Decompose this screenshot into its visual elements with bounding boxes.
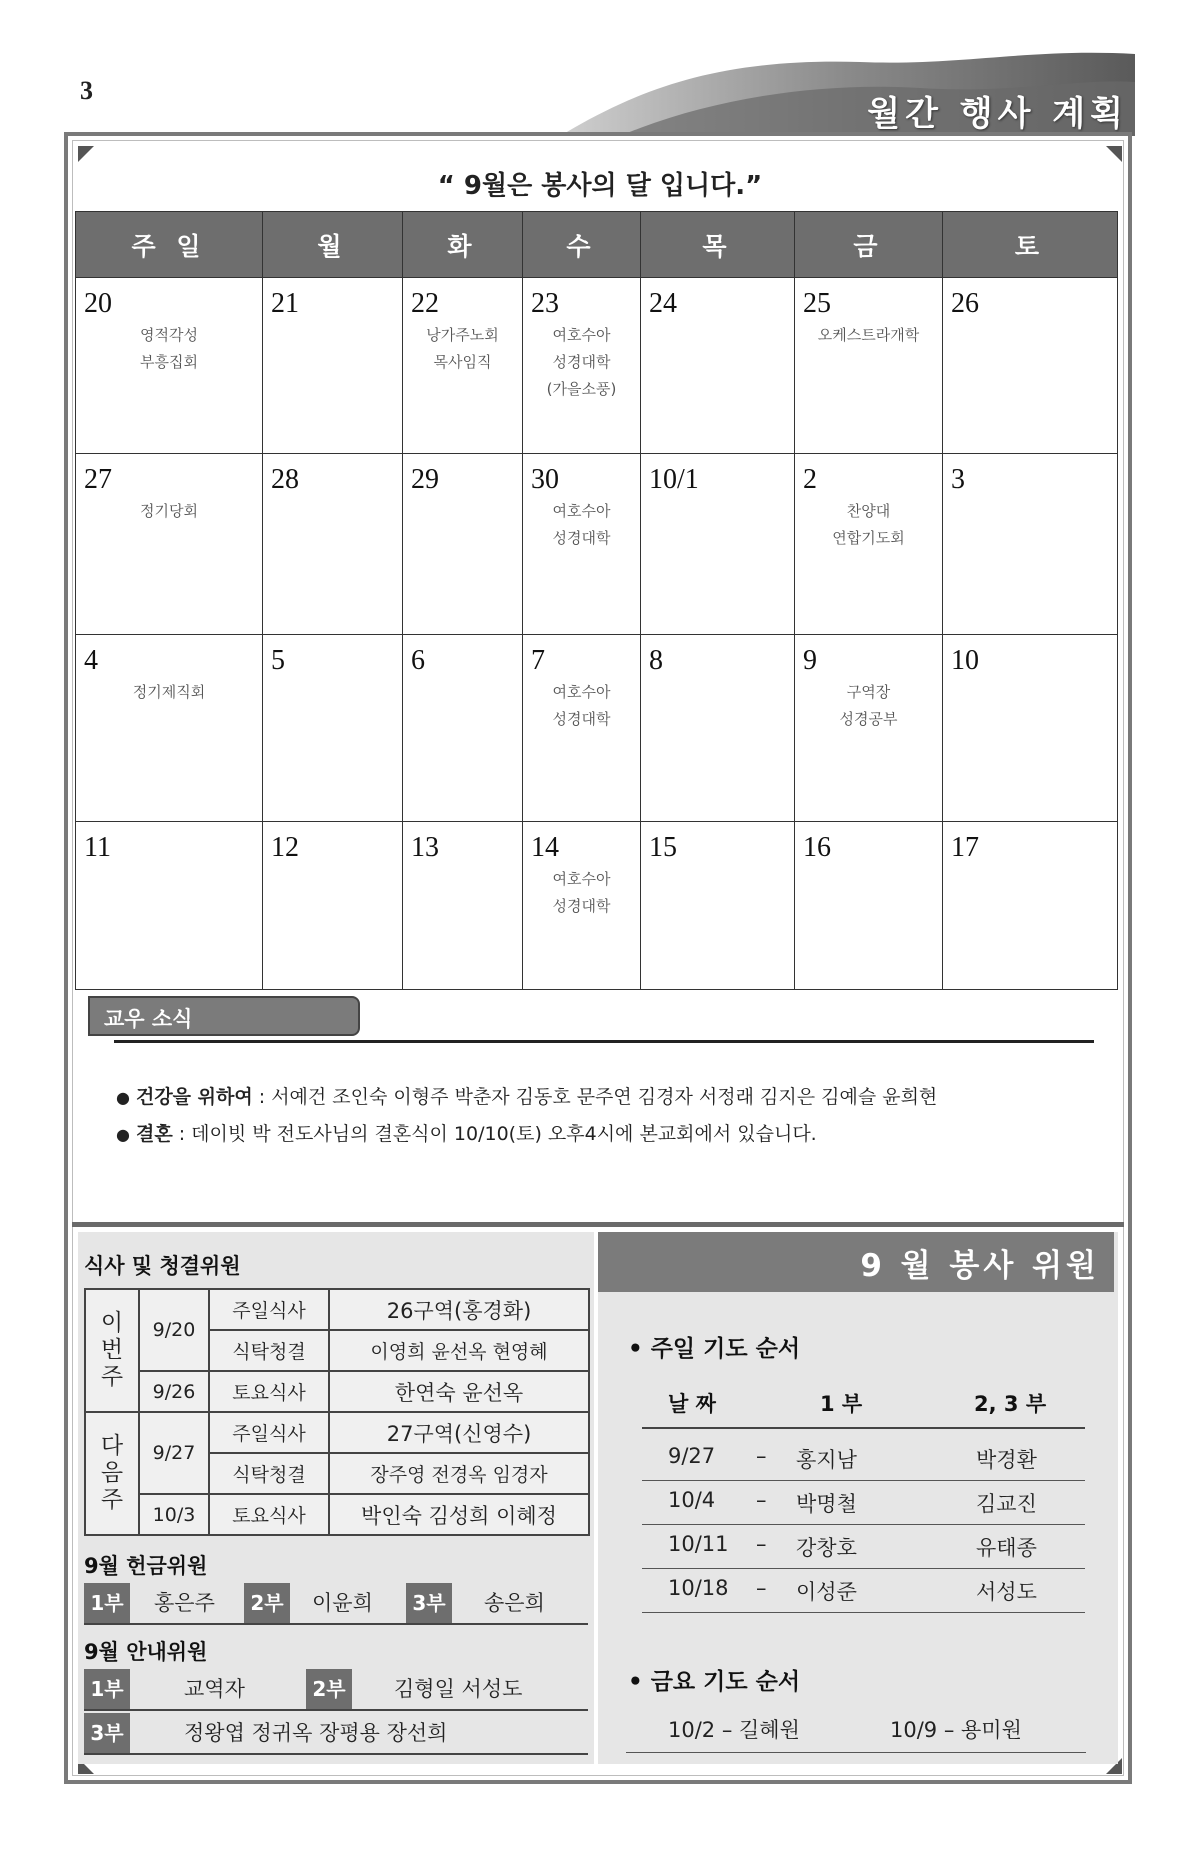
calendar-day-cell <box>76 822 263 990</box>
weekday-header: 목 <box>641 212 795 278</box>
news-item-label: 결혼 <box>135 1123 173 1145</box>
offering-heading: 9월 헌금위원 <box>84 1554 208 1578</box>
day-number: 2 <box>803 464 817 495</box>
calendar-day-cell <box>523 278 641 454</box>
news-tab: 교우 소식 <box>88 996 360 1036</box>
friday-prayer-entry: 10/9 – 용미원 <box>890 1718 1022 1742</box>
day-number: 23 <box>531 288 559 319</box>
day-number: 25 <box>803 288 831 319</box>
calendar-event: (가을소풍) <box>546 380 617 398</box>
prayer-first-service: 홍지남 <box>796 1448 857 1472</box>
day-number: 16 <box>803 832 831 863</box>
friday-prayer-entry: 10/2 – 길혜원 <box>668 1718 800 1742</box>
prayer-dash: – <box>756 1532 767 1556</box>
ushers-heading: 9월 안내위원 <box>84 1640 208 1664</box>
table-rule <box>642 1524 1085 1525</box>
duty-date: 9/26 <box>139 1371 209 1412</box>
calendar-event: 낭가주노회 <box>426 326 499 344</box>
week-label: 다 음 주 <box>85 1412 139 1535</box>
calendar-event: 여호수아 <box>552 870 611 888</box>
duty-people: 26구역(홍경화) <box>329 1289 589 1330</box>
news-divider <box>114 1040 1094 1043</box>
calendar-week-row <box>76 635 1118 822</box>
calendar-event: 성경대학 <box>552 710 611 728</box>
column-header-first: 1 부 <box>820 1392 863 1416</box>
week-label: 이 번 주 <box>85 1289 139 1412</box>
prayer-first-service: 박명철 <box>796 1492 857 1516</box>
day-number: 5 <box>271 645 285 676</box>
prayer-first-service: 이성준 <box>796 1580 857 1604</box>
corner-ornament <box>78 146 94 162</box>
calendar-day-cell <box>263 278 403 454</box>
duty-task: 주일식사 <box>209 1289 329 1330</box>
weekday-header: 토 <box>943 212 1118 278</box>
prayer-date: 10/11 <box>668 1532 729 1556</box>
bullet-icon: ● <box>116 1125 130 1144</box>
calendar-event: 여호수아 <box>552 326 611 344</box>
duty-table <box>84 1288 590 1536</box>
service-part-badge: 2부 <box>306 1669 352 1709</box>
calendar-day-cell <box>943 278 1118 454</box>
calendar-week-row <box>76 822 1118 990</box>
bullet-icon: ● <box>116 1088 130 1107</box>
calendar-event: 성경공부 <box>839 710 898 728</box>
duty-date: 10/3 <box>139 1494 209 1535</box>
calendar-day-cell <box>76 278 263 454</box>
table-row <box>85 1494 589 1535</box>
calendar-event: 연합기도회 <box>832 529 905 547</box>
table-rule <box>626 1752 1086 1753</box>
day-number: 13 <box>411 832 439 863</box>
news-item-label: 건강을 위하여 <box>135 1086 253 1108</box>
duty-date: 9/20 <box>139 1289 209 1371</box>
calendar-day-cell <box>641 635 795 822</box>
service-part-badge: 2부 <box>244 1583 290 1623</box>
day-number: 12 <box>271 832 299 863</box>
prayer-second-service: 박경환 <box>976 1448 1037 1472</box>
prayer-dash: – <box>756 1576 767 1600</box>
table-row <box>85 1289 589 1330</box>
calendar-day-cell <box>943 635 1118 822</box>
usher-member: 김형일 서성도 <box>394 1677 523 1701</box>
calendar-day-cell <box>795 822 943 990</box>
calendar-event: 성경대학 <box>552 897 611 915</box>
day-number: 10/1 <box>649 464 699 495</box>
news-item-wedding <box>116 1119 817 1146</box>
calendar-day-cell <box>523 635 641 822</box>
duty-date: 9/27 <box>139 1412 209 1494</box>
prayer-first-service: 강창호 <box>796 1536 857 1560</box>
prayer-second-service: 유태종 <box>976 1536 1037 1560</box>
duty-people: 27구역(신영수) <box>329 1412 589 1453</box>
calendar-day-cell <box>943 454 1118 635</box>
calendar-day-cell <box>263 454 403 635</box>
day-number: 28 <box>271 464 299 495</box>
calendar-event: 성경대학 <box>552 353 611 371</box>
day-number: 10 <box>951 645 979 676</box>
section-divider <box>72 1222 1124 1227</box>
calendar-day-cell <box>795 454 943 635</box>
duty-task: 토요식사 <box>209 1371 329 1412</box>
calendar-event: 부흥집회 <box>140 353 198 371</box>
calendar-week-row <box>76 454 1118 635</box>
offering-row <box>84 1583 588 1625</box>
duty-heading: 식사 및 청결위원 <box>84 1254 241 1278</box>
calendar-day-cell <box>76 454 263 635</box>
calendar-event: 목사임직 <box>433 353 492 371</box>
prayer-dash: – <box>756 1444 767 1468</box>
day-number: 24 <box>649 288 677 319</box>
prayer-dash: – <box>756 1488 767 1512</box>
friday-prayer-heading: • 금요 기도 순서 <box>628 1669 801 1695</box>
table-rule <box>642 1612 1085 1613</box>
usher-member: 정왕엽 정귀옥 장평용 장선희 <box>184 1721 448 1745</box>
service-part-badge: 1부 <box>84 1669 130 1709</box>
service-panel-title: 9 월 봉사 위원 <box>598 1232 1114 1292</box>
ushers-row <box>84 1669 588 1711</box>
weekday-header: 금 <box>795 212 943 278</box>
duty-task: 식탁청결 <box>209 1330 329 1371</box>
day-number: 3 <box>951 464 965 495</box>
duty-task: 주일식사 <box>209 1412 329 1453</box>
usher-member: 교역자 <box>184 1677 245 1701</box>
calendar-week-row <box>76 278 1118 454</box>
prayer-second-service: 서성도 <box>976 1580 1037 1604</box>
calendar-day-cell <box>795 635 943 822</box>
calendar-event: 구역장 <box>846 683 891 701</box>
calendar-day-cell <box>641 822 795 990</box>
offering-member: 홍은주 <box>154 1591 215 1615</box>
corner-ornament <box>1106 146 1122 162</box>
header-title: 월간 행사 계획 <box>867 94 1128 134</box>
prayer-date: 9/27 <box>668 1444 716 1468</box>
table-rule <box>642 1568 1085 1569</box>
day-number: 8 <box>649 645 663 676</box>
day-number: 27 <box>84 464 112 495</box>
day-number: 6 <box>411 645 425 676</box>
day-number: 14 <box>531 832 559 863</box>
day-number: 7 <box>531 645 545 676</box>
calendar-day-cell <box>403 822 523 990</box>
calendar-day-cell <box>403 635 523 822</box>
weekday-header: 월 <box>263 212 403 278</box>
calendar-day-cell <box>76 635 263 822</box>
day-number: 15 <box>649 832 677 863</box>
weekday-header: 수 <box>523 212 641 278</box>
duty-people: 이영희 윤선옥 현영혜 <box>329 1330 589 1371</box>
duty-people: 박인숙 김성희 이혜정 <box>329 1494 589 1535</box>
calendar-table <box>75 211 1118 990</box>
duty-task: 식탁청결 <box>209 1453 329 1494</box>
prayer-date: 10/18 <box>668 1576 729 1600</box>
day-number: 4 <box>84 645 98 676</box>
table-row <box>85 1412 589 1453</box>
weekday-header: 화 <box>403 212 523 278</box>
calendar-day-cell <box>263 635 403 822</box>
calendar-day-cell <box>523 454 641 635</box>
calendar-day-cell <box>403 278 523 454</box>
news-item-text: : 서예건 조인숙 이형주 박춘자 김동호 문주연 김경자 서정래 김지은 김예슬 윤희현 <box>252 1086 938 1108</box>
month-theme: “ 9월은 봉사의 달 입니다.” <box>437 171 763 201</box>
duty-task: 토요식사 <box>209 1494 329 1535</box>
calendar-event: 영적각성 <box>140 326 198 344</box>
calendar-day-cell <box>263 822 403 990</box>
ushers-row <box>84 1713 588 1755</box>
calendar-day-cell <box>403 454 523 635</box>
calendar-day-cell <box>523 822 641 990</box>
day-number: 20 <box>84 288 112 319</box>
calendar-event: 성경대학 <box>552 529 611 547</box>
column-header-second: 2, 3 부 <box>974 1392 1047 1416</box>
calendar-event: 여호수아 <box>552 502 611 520</box>
duty-people: 한연숙 윤선옥 <box>329 1371 589 1412</box>
calendar-event: 찬양대 <box>846 502 891 520</box>
calendar-day-cell <box>795 278 943 454</box>
weekday-header-row <box>76 212 1118 278</box>
column-header-date: 날 짜 <box>668 1392 716 1416</box>
news-item-text: : 데이빗 박 전도사님의 결혼식이 10/10(토) 오후4시에 본교회에서 있습니다. <box>172 1123 817 1145</box>
service-part-badge: 1부 <box>84 1583 130 1623</box>
day-number: 26 <box>951 288 979 319</box>
duty-people: 장주영 전경옥 임경자 <box>329 1453 589 1494</box>
day-number: 11 <box>84 832 111 863</box>
calendar-day-cell <box>641 278 795 454</box>
news-item-health <box>116 1082 937 1109</box>
calendar-day-cell <box>641 454 795 635</box>
calendar-event: 오케스트라개학 <box>817 326 920 344</box>
weekday-header: 주 일 <box>76 212 263 278</box>
service-part-badge: 3부 <box>406 1583 452 1623</box>
table-rule <box>642 1427 1085 1429</box>
day-number: 9 <box>803 645 817 676</box>
table-row <box>85 1371 589 1412</box>
day-number: 22 <box>411 288 439 319</box>
offering-member: 이윤희 <box>312 1591 373 1615</box>
calendar-event: 여호수아 <box>552 683 611 701</box>
prayer-date: 10/4 <box>668 1488 716 1512</box>
calendar-day-cell <box>943 822 1118 990</box>
day-number: 21 <box>271 288 299 319</box>
page-number: 3 <box>80 76 93 105</box>
day-number: 29 <box>411 464 439 495</box>
day-number: 30 <box>531 464 559 495</box>
service-part-badge: 3부 <box>84 1713 130 1753</box>
sunday-prayer-heading: • 주일 기도 순서 <box>628 1336 801 1362</box>
calendar-event: 정기당회 <box>140 502 198 520</box>
calendar-event: 정기제직회 <box>132 683 206 701</box>
day-number: 17 <box>951 832 979 863</box>
table-rule <box>642 1480 1085 1481</box>
offering-member: 송은희 <box>484 1591 545 1615</box>
prayer-second-service: 김교진 <box>976 1492 1037 1516</box>
